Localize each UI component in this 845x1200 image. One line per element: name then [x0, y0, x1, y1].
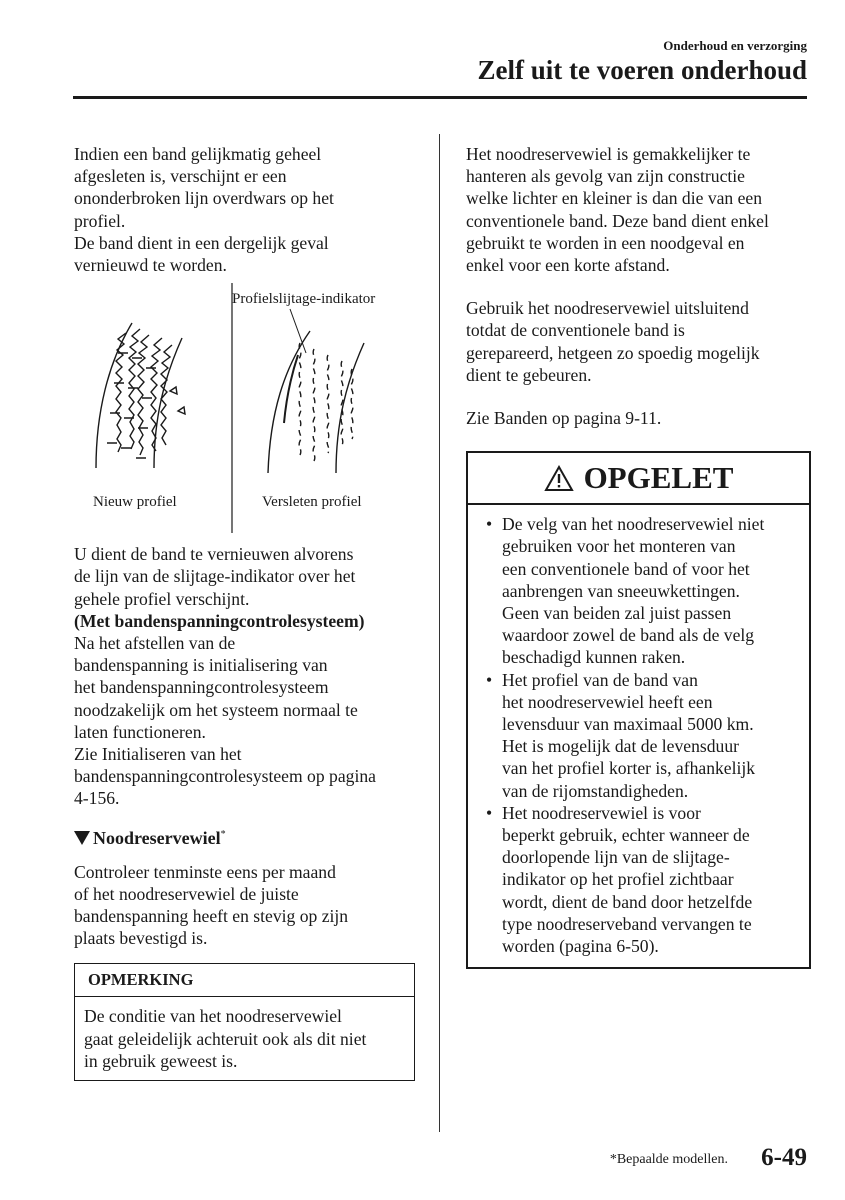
note-title: OPMERKING [75, 964, 414, 997]
reference-paragraph: Zie Banden op pagina 9-11. [466, 408, 662, 429]
header-rule [73, 96, 807, 99]
note-box [74, 963, 415, 1081]
tread-wear-figure [74, 283, 426, 533]
caution-title: OPGELET [583, 460, 734, 496]
page-number: 6-49 [761, 1144, 807, 1171]
replace-paragraph: U dient de band te vernieuwen alvorens de lijn van de slijtage-indikator over het gehele profiel verschijnt. (Met bandenspanningcontrolesysteem) Na het afstellen van de bandenspanning is initialisering van het bandenspanningcontrolesysteem noodzakelijk om het systeem normaal te laten functioneren. Zie Initialiseren van het bandenspanningcontrolesysteem op pagina 4-156. [74, 543, 426, 809]
new-tread-label: Nieuw profiel [93, 494, 177, 510]
caution-item: • Het profiel van de band van het noodreservewiel heeft een levensduur van maximaal 5000 km. Het is mogelijk dat de levensduur van het profiel korter is, afhankelijk van de rijomstandigheden. [478, 669, 799, 802]
worn-tread-label: Versleten profiel [262, 494, 362, 510]
triangle-down-icon [74, 831, 90, 845]
note-body: De conditie van het noodreservewiel gaat geleidelijk achteruit ook als dit niet in gebruik geweest is. [84, 1006, 367, 1071]
caution-item: • De velg van het noodreservewiel niet gebruiken voor het monteren van een conventionele band of voor het aanbrengen van sneeuwkettingen. Geen van beiden zal juist passen waardoor zowel de band als de velg beschadigd kunnen raken. [478, 513, 799, 668]
spare-wheel-heading: Noodreservewiel* [74, 828, 426, 849]
column-divider [439, 134, 440, 1132]
caution-box [466, 451, 811, 969]
usage-paragraph: Gebruik het noodreservewiel uitsluitend totdat de conventionele band is gerepareerd, hetgeen zo spoedig mogelijk dient te gebeuren. [466, 298, 760, 385]
intro-paragraph: Indien een band gelijkmatig geheel afgesleten is, verschijnt er een ononderbroken lijn overdwars op het profiel. De band dient in een dergelijk geval vernieuwd te worden. [74, 144, 334, 276]
tpms-heading: (Met bandenspanningcontrolesysteem) [74, 610, 365, 631]
caution-item: • Het noodreservewiel is voor beperkt gebruik, echter wanneer de doorlopende lijn van de slijtage- indikator op het profiel zichtbaar wordt, dient de band door hetzelfde type noodreserveband vervangen te worden (pagina 6-50). [478, 802, 799, 957]
caution-header [468, 453, 809, 505]
right-column [466, 143, 811, 969]
spare-wheel-paragraph: Controleer tenminste eens per maand of het noodreservewiel de juiste bandenspanning heeft en stevig op zijn plaats bevestigd is. [74, 861, 349, 949]
footnote: *Bepaalde modellen. [609, 1152, 728, 1167]
indicator-label: Profielslijtage-indikator [232, 291, 376, 307]
spare-wheel-info-paragraph: Het noodreservewiel is gemakkelijker te hanteren als gevolg van zijn constructie welke lichter en kleiner is dan die van een conventionele band. Deze band dient enkel gebruikt te worden in een noodgeval en enkel voor een korte afstand. [466, 144, 769, 276]
section-label: Onderhoud en verzorging [663, 38, 807, 53]
warning-icon [544, 465, 574, 492]
page-title: Zelf uit te voeren onderhoud [477, 55, 807, 85]
caution-list [468, 505, 809, 967]
